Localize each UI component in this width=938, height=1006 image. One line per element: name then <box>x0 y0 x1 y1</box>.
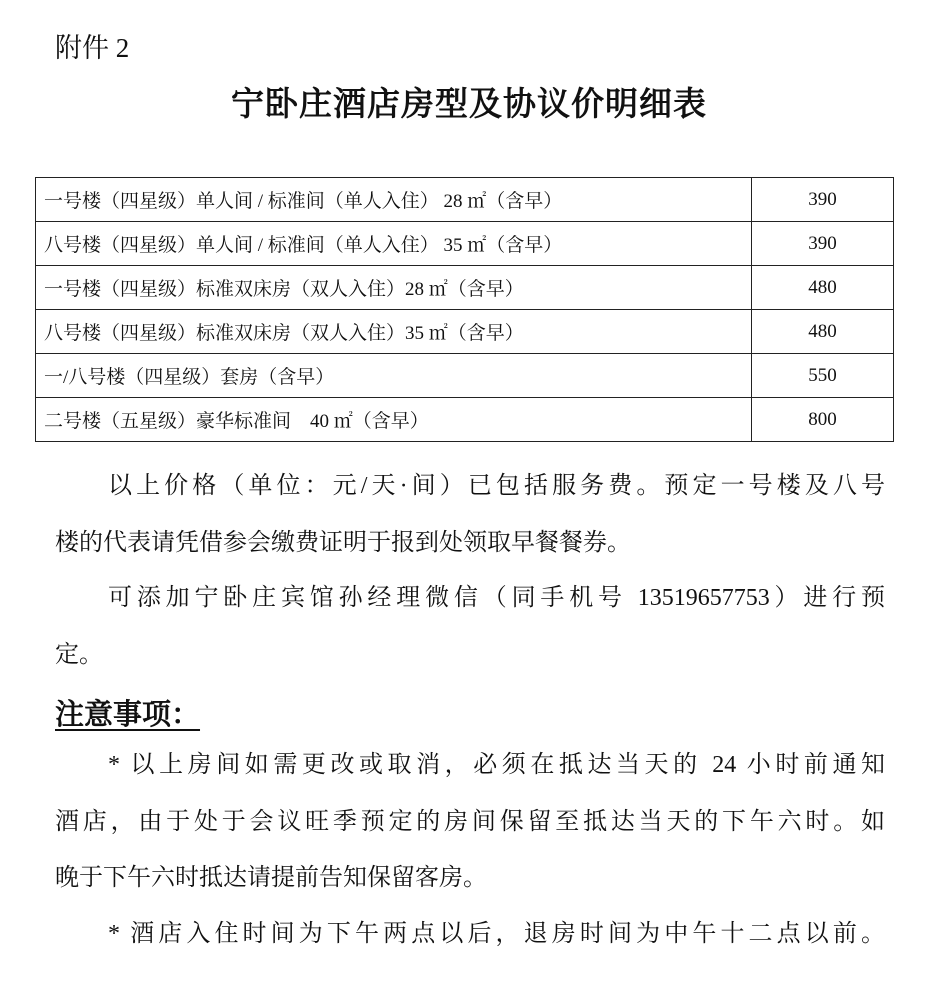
room-type-cell: 八号楼（四星级）标准双床房（双人入住）35 ㎡（含早） <box>36 310 752 354</box>
table-row <box>36 310 894 354</box>
page-title: 宁卧庄酒店房型及协议价明细表 <box>231 87 707 123</box>
note-line: * 酒店入住时间为下午两点以后，退房时间为中午十二点以前。 <box>108 921 885 947</box>
table-row <box>36 222 894 266</box>
paragraph-line: 定。 <box>55 642 103 668</box>
notes-heading: 注意事项： <box>55 699 201 731</box>
note-line: 晚于下午六时抵达请提前告知保留客房。 <box>55 865 487 891</box>
room-type-cell: 一/八号楼（四星级）套房（含早） <box>36 354 752 398</box>
attachment-label: 附件 2 <box>55 33 130 63</box>
table-row <box>36 178 894 222</box>
room-price-table <box>35 177 894 442</box>
room-type-cell: 二号楼（五星级）豪华标准间 40 ㎡（含早） <box>36 398 752 442</box>
note-line: * 以上房间如需更改或取消，必须在抵达当天的 24 小时前通知 <box>108 752 885 778</box>
note-line: 酒店，由于处于会议旺季预定的房间保留至抵达当天的下午六时。如 <box>55 809 885 835</box>
paragraph-line: 楼的代表请凭借参会缴费证明于报到处领取早餐餐券。 <box>55 530 631 556</box>
table-row <box>36 398 894 442</box>
room-type-cell: 八号楼（四星级）单人间 / 标准间（单人入住） 35 ㎡（含早） <box>36 222 752 266</box>
paragraph-line: 可添加宁卧庄宾馆孙经理微信（同手机号 13519657753）进行预 <box>108 585 885 611</box>
table-row <box>36 266 894 310</box>
price-cell: 480 <box>752 310 894 354</box>
price-cell: 800 <box>752 398 894 442</box>
paragraph-line: 以上价格（单位：元/天·间）已包括服务费。预定一号楼及八号 <box>108 473 885 499</box>
table-row <box>36 354 894 398</box>
price-cell: 480 <box>752 266 894 310</box>
room-type-cell: 一号楼（四星级）单人间 / 标准间（单人入住） 28 ㎡（含早） <box>36 178 752 222</box>
price-cell: 390 <box>752 178 894 222</box>
price-cell: 390 <box>752 222 894 266</box>
room-type-cell: 一号楼（四星级）标准双床房（双人入住）28 ㎡（含早） <box>36 266 752 310</box>
price-cell: 550 <box>752 354 894 398</box>
